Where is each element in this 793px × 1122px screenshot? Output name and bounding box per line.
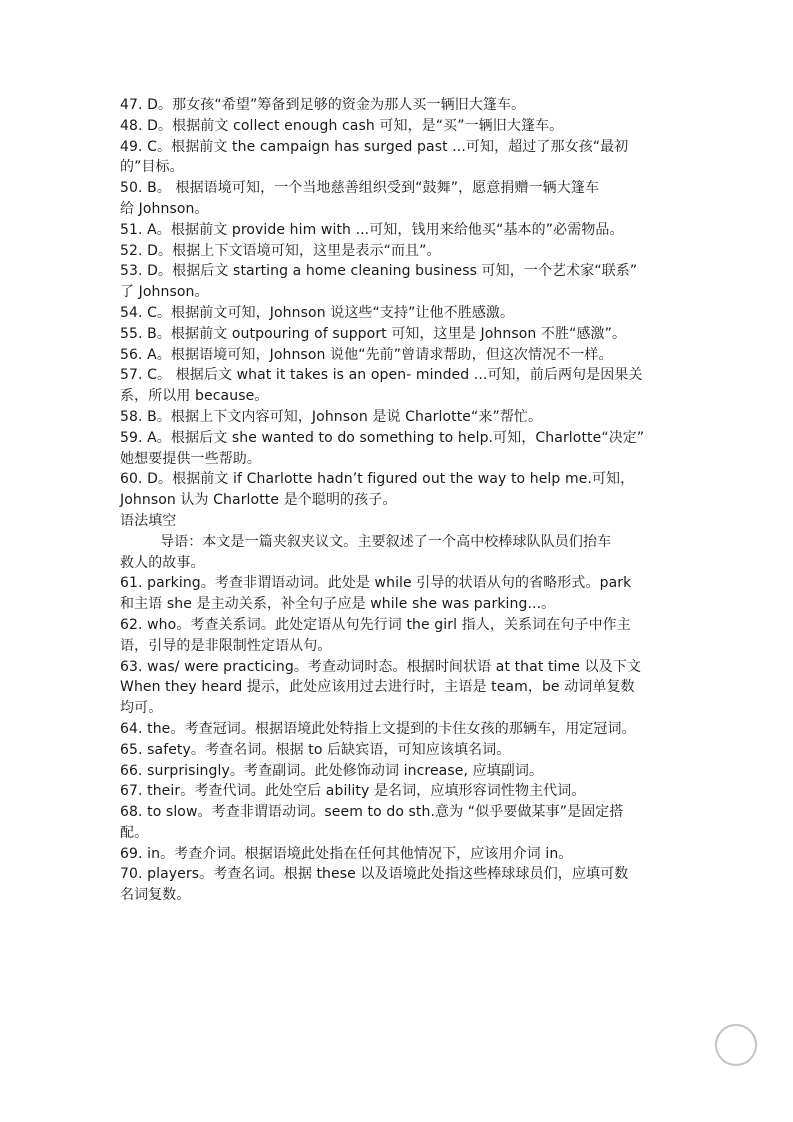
answer-document <box>120 95 680 906</box>
answer-line: 52. D。根据上下文语境可知，这里是表示“而且”。 <box>120 242 441 259</box>
answer-line: 62. who。考查关系词。此处定语从句先行词 the girl 指人，关系词在句子中作主 <box>120 616 631 633</box>
site-logo <box>593 1010 773 1110</box>
answer-line: 和主语 she 是主动关系，补全句子应是 while she was parking...。 <box>120 596 556 613</box>
intro-line: 救人的故事。 <box>120 554 205 571</box>
answer-line: 47. D。那女孩“希望”筹备到足够的资金为那人买一辆旧大篷车。 <box>120 97 526 113</box>
answer-line: 69. in。考查介词。根据语境此处指在任何其他情况下，应该用介词 in。 <box>120 845 573 862</box>
answer-line: 均可。 <box>120 700 163 717</box>
section-title: 语法填空 <box>120 512 177 529</box>
answer-line: 51. A。根据前文 provide him with ...可知，钱用来给他买“基本的”必需物品。 <box>120 221 624 238</box>
answer-line: 63. was/ were practicing。考查动词时态。根据时间状语 at that time 以及下文 <box>120 658 641 675</box>
answer-line: 70. players。考查名词。根据 these 以及语境此处指这些棒球球员们，应填可数 <box>120 866 629 883</box>
answer-line: 了 Johnson。 <box>120 284 209 301</box>
answer-line: 65. safety。考查名词。根据 to 后缺宾语，可知应该填名词。 <box>120 741 511 758</box>
answer-line: 系，所以用 because。 <box>120 388 269 405</box>
answer-line: 53. D。根据后文 starting a home cleaning business 可知，一个艺术家“联系” <box>120 263 638 280</box>
answer-line: 57. C。 根据后文 what it takes is an open- minded ...可知，前后两句是因果关 <box>120 367 643 384</box>
answer-line: 50. B。 根据语境可知，一个当地慈善组织受到“鼓舞”，愿意捐赠一辆大篷车 <box>120 180 600 197</box>
answer-line: 名词复数。 <box>120 887 191 904</box>
answer-line: 54. C。根据前文可知，Johnson 说这些“支持”让他不胜感激。 <box>120 304 515 321</box>
answer-line: 的”目标。 <box>120 159 184 176</box>
answer-line: 68. to slow。考查非谓语动词。seem to do sth.意为 “似乎要做某事”是固定搭 <box>120 804 624 821</box>
answer-line: 48. D。根据前文 collect enough cash 可知，是“买”一辆旧大篷车。 <box>120 117 564 134</box>
answer-line: 49. C。根据前文 the campaign has surged past ...可知，超过了那女孩“最初 <box>120 138 629 155</box>
answer-line: Johnson 认为 Charlotte 是个聪明的孩子。 <box>120 492 397 509</box>
answer-line: 56. A。根据语境可知，Johnson 说他“先前”曾请求帮助，但这次情况不一样。 <box>120 346 613 363</box>
answer-line: 她想要提供一些帮助。 <box>120 450 261 467</box>
answer-line: 59. A。根据后文 she wanted to do something to help.可知，Charlotte“决定” <box>120 429 645 446</box>
answer-line: 语，引导的是非限制性定语从句。 <box>120 637 332 654</box>
answer-line: When they heard 提示，此处应该用过去进行时，主语是 team，be 动词单复数 <box>120 679 635 696</box>
answer-line: 67. their。考查代词。此处空后 ability 是名词，应填形容词性物主代词。 <box>120 783 586 800</box>
intro <box>120 532 680 574</box>
answer-line: 64. the。考查冠词。根据语境此处特指上文提到的卡住女孩的那辆车，用定冠词。 <box>120 720 636 737</box>
logo-badge-icon <box>715 1024 757 1066</box>
answer-line: 58. B。根据上下文内容可知，Johnson 是说 Charlotte“来”帮忙。 <box>120 408 543 425</box>
answer-line: 配。 <box>120 824 149 841</box>
intro-line: 导语：本文是一篇夹叙夹议文。主要叙述了一个高中校棒球队队员们抬车 <box>160 533 612 550</box>
answers-part1 <box>120 95 680 511</box>
answer-line: 61. parking。考查非谓语动词。此处是 while 引导的状语从句的省略形式。park <box>120 575 632 592</box>
answer-line: 55. B。根据前文 outpouring of support 可知，这里是 Johnson 不胜“感激”。 <box>120 325 627 342</box>
answer-line: 给 Johnson。 <box>120 200 209 217</box>
answer-line: 60. D。根据前文 if Charlotte hadn’t figured out the way to help me.可知， <box>120 471 635 488</box>
answer-line: 66. surprisingly。考查副词。此处修饰动词 increase, 应填副词。 <box>120 762 544 779</box>
answers-part2 <box>120 573 680 906</box>
